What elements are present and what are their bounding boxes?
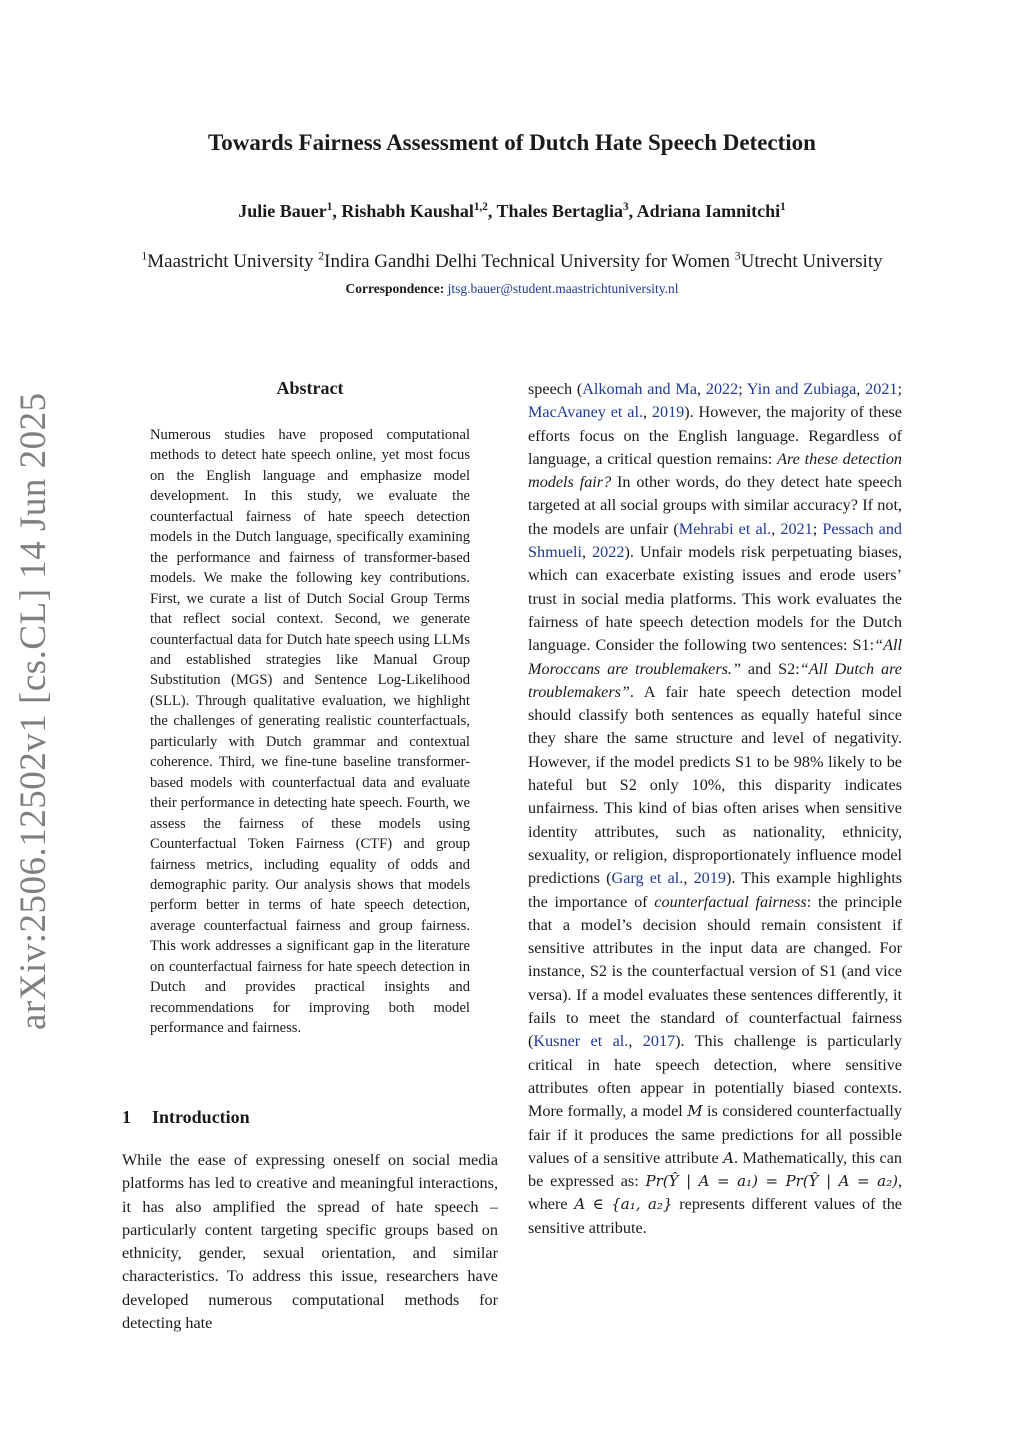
correspondence-line — [0, 281, 1024, 297]
citation-link[interactable]: Alkomah and Ma — [582, 380, 698, 398]
body-text: : the principle that a model’s decision should remain consistent if sensitive attributes in the input data are changed. For instance, S2 is the counterfactual version of S1 (and vice versa). If a model evaluates these sentences differently, it fails to meet the standard of counterfactual fairness ( — [528, 892, 903, 1051]
author-affiliation-mark: 1,2 — [473, 201, 488, 213]
author-name: Adriana Iamnitchi — [636, 201, 781, 221]
body-text: , — [856, 380, 866, 398]
body-text: , — [643, 403, 652, 422]
author-name: Thales Bertaglia — [496, 201, 624, 221]
citation-link[interactable]: 2021 — [865, 380, 898, 398]
citation-link[interactable]: Garg et al. — [611, 869, 684, 888]
citation-link[interactable]: 2017 — [642, 1032, 676, 1051]
citation-link[interactable]: Yin and Zubiaga — [746, 380, 857, 398]
citation-link[interactable]: 2019 — [651, 403, 685, 422]
emphasized-term: counterfactual fairness — [654, 892, 807, 911]
body-text: ). This challenge is particularly critical in hate speech detection, where sensitive attributes often appear in potentially biased contexts. More formally, a model — [528, 1032, 903, 1121]
math-equation: Pr(Ŷ | A = a₁) = Pr(Ŷ | A = a₂) — [645, 1172, 898, 1191]
citation-link[interactable]: 2021 — [780, 519, 813, 538]
citation-link[interactable]: 2022 — [705, 380, 739, 398]
body-text: , — [683, 869, 694, 888]
body-text: , — [771, 519, 781, 538]
body-text: represents different values of the sensitive attribute. — [528, 1195, 902, 1237]
body-text: ). This example highlights the importance of — [528, 869, 903, 911]
body-text: and S2: — [740, 659, 800, 678]
intro-paragraph-left: While the ease of expressing oneself on social media platforms has led to creative and meaningful interactions, it has also amplified the spread of hate speech – particularly content targeting specific groups based on ethnicity, gender, sexual orientation, and similar characteristics. To address this issue, researchers have developed numerous computational methods for detecting hate — [122, 1151, 498, 1333]
affiliations — [0, 251, 1024, 273]
body-text: is considered counterfactually fair if it produces the same predictions for all possible values of a sensitive attribute — [528, 1102, 903, 1167]
author-list: Julie Bauer$^1$, Rishabh Kaushal$^{1,2}$, Thales Bertaglia$^3$, Adriana Iamnitchi$^1$ — [238, 201, 786, 221]
abstract-heading: Abstract — [276, 378, 344, 398]
author-affiliation-mark: 1 — [326, 201, 333, 213]
citation-link[interactable]: Mehrabi et al. — [678, 519, 772, 538]
citation-link[interactable]: MacAvaney et al. — [528, 403, 643, 422]
body-text: ). Unfair models risk perpetuating biases, which can exacerbate existing issues and erode users’ trust in social media platforms. This work evaluates the fairness of hate speech detection models for the Dutch language. Consider the following two sentences: S1: — [528, 543, 902, 655]
citation-link[interactable]: 2019 — [693, 869, 726, 888]
correspondence-email-link[interactable]: jtsg.bauer@student.maastrichtuniversity.nl — [447, 281, 679, 296]
body-text: ; — [897, 380, 903, 398]
math-symbol: M — [687, 1102, 703, 1121]
body-text: In other words, do they detect hate speech targeted at all social groups with similar accuracy? If not, the models are unfair ( — [528, 473, 902, 538]
body-text: ). However, the majority of these efforts focus on the English language. Regardless of language, a critical question remains: — [528, 403, 902, 468]
math-symbol: A — [723, 1148, 734, 1167]
author-name: Rishabh Kaushal — [341, 201, 474, 221]
affiliation-mark: 3 — [734, 249, 741, 263]
section-heading-introduction — [122, 1107, 502, 1128]
paper-title: Towards Fairness Assessment of Dutch Hate Speech Detection — [208, 130, 816, 155]
body-text: , where — [528, 1172, 902, 1214]
body-text: , — [581, 543, 593, 562]
affiliation-name: Indira Gandhi Delhi Technical University for Women — [324, 251, 731, 272]
body-text: , — [697, 380, 706, 398]
correspondence-label: Correspondence: — [345, 281, 445, 296]
arxiv-identifier-stamp: arXiv:2506.12502v1 [cs.CL] 14 Jun 2025 — [13, 392, 54, 1030]
emphasized-question: Are these detection models fair? — [528, 449, 903, 492]
citation-link[interactable]: 2022 — [592, 543, 625, 562]
body-text: ; — [738, 380, 747, 398]
section-number: 1 — [122, 1107, 131, 1127]
body-text: . A fair hate speech detection model should classify both sentences as equally hateful since they share the same structure and level of negativity. However, if the model predicts S1 to be 98% likely to be hateful but S2 only 10%, this disparity indicates unfairness. This kind of bias often arises when sensitive identity attributes, such as nationality, ethnicity, sexuality, or religion, disproportionately influence model predictions ( — [528, 682, 902, 888]
author-affiliation-mark: 3 — [623, 201, 629, 213]
affiliation-name: Utrecht University — [740, 251, 883, 272]
citation-link[interactable]: Pessach and Shmueli — [528, 519, 903, 562]
body-text: ; — [812, 519, 823, 538]
example-sentence: “All Moroccans are troublemakers.” — [528, 636, 902, 678]
citation-link[interactable]: Kusner et al. — [533, 1032, 629, 1051]
example-sentence: “All Dutch are troublemakers” — [528, 659, 902, 701]
author-name: Julie Bauer — [238, 201, 327, 221]
abstract-text: Numerous studies have proposed computational methods to detect hate speech online, yet most focus on the English language and emphasize model development. In this study, we evaluate the counterfactual fairness of hate speech detection models in the Dutch language, specifically examining the performance and fairness of transformer-based models. We make the following key contributions. First, we curate a list of Dutch Social Group Terms that reflect social context. Second, we generate counterfactual data for Dutch hate speech using LLMs and established strategies like Manual Group Substitution (MGS) and Sentence Log-Likelihood (SLL). Through qualitative evaluation, we highlight the challenges of generating realistic counterfactuals, particularly with Dutch grammar and contextual coherence. Third, we fine-tune baseline transformer-based models with counterfactual data and evaluate their performance in detecting hate speech. Fourth, we assess the fairness of these models using Counterfactual Token Fairness (CTF) and group fairness metrics, including equality of odds and demographic parity. Our analysis shows that models perform better in terms of hate speech detection, average counterfactual fairness and group fairness. This work addresses a significant gap in the literature on counterfactual fairness for hate speech detection in Dutch and provides practical insights and recommendations for improving both model performance and fairness. — [150, 427, 470, 1037]
intro-paragraph-right — [528, 378, 902, 1240]
math-equation: A ∈ {a₁, a₂} — [574, 1195, 673, 1214]
body-text: , — [628, 1032, 643, 1051]
affiliation-mark: 1 — [141, 249, 148, 263]
affiliation-name: Maastricht University — [147, 251, 314, 272]
section-title: Introduction — [152, 1107, 250, 1127]
affiliation-mark: 2 — [318, 249, 325, 263]
author-affiliation-mark: 1 — [780, 201, 786, 213]
body-text: . Mathematically, this can be expressed as: — [528, 1148, 902, 1191]
body-text: speech ( — [528, 380, 583, 398]
